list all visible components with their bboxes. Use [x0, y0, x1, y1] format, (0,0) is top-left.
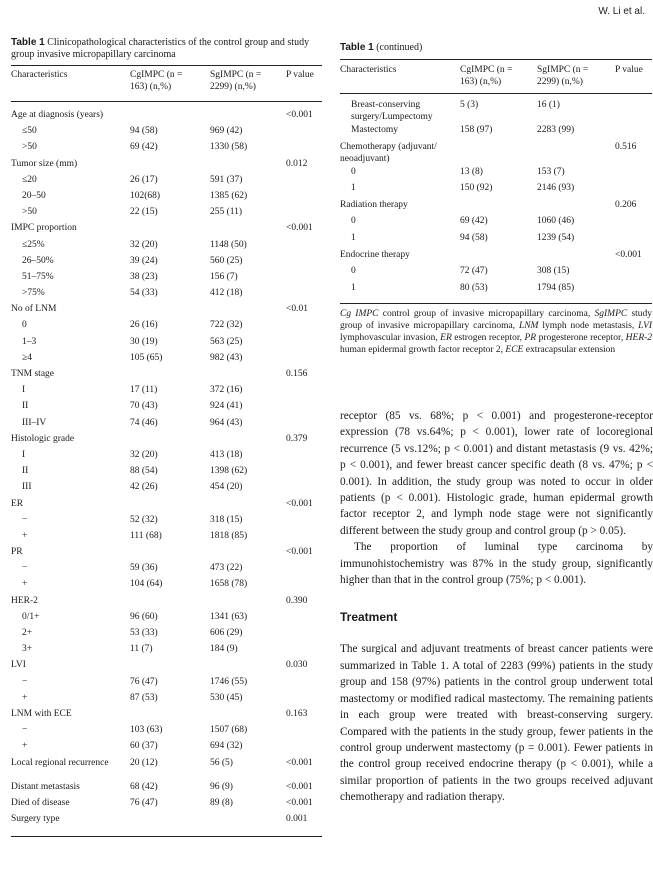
footnote-abbr: SgIMPC [594, 309, 628, 320]
sg-value: 560 (25) [210, 255, 243, 266]
table1-row [11, 222, 322, 238]
p-value: 0.163 [286, 708, 308, 719]
cg-value: 11 (7) [130, 644, 153, 655]
table1-row [11, 368, 322, 384]
table1-row [11, 125, 322, 141]
cg-value: 17 (11) [130, 385, 158, 396]
sg-value: 2146 (93) [537, 183, 575, 194]
cg-value: 60 (37) [130, 741, 158, 752]
table1-row [11, 465, 322, 481]
cg-value: 39 (24) [130, 255, 158, 266]
p-value: <0.001 [286, 797, 313, 808]
p-value: 0.379 [286, 433, 308, 444]
row-label: 1 [351, 183, 356, 194]
row-label: − [22, 676, 28, 687]
table1-row [11, 643, 322, 659]
row-label: Mastectomy [351, 125, 398, 135]
footnote-abbr: Cg IMPC [340, 309, 379, 320]
sg-value: 1330 (58) [210, 142, 248, 153]
row-label: 1 [351, 282, 356, 293]
table1-row [11, 530, 322, 546]
table1-row [11, 781, 322, 797]
table1-cont-row [340, 249, 652, 266]
sg-value: 606 (29) [210, 628, 243, 638]
table1-cont-body [340, 99, 652, 298]
cg-value: 96 (60) [130, 611, 158, 622]
sg-value: 1385 (62) [210, 190, 248, 201]
row-label: 0/1+ [22, 611, 40, 622]
table1-row [11, 400, 322, 416]
row-label: − [22, 563, 28, 574]
table1-bottom-rule [11, 836, 322, 837]
row-label: Histologic grade [11, 433, 75, 444]
row-label: Age at diagnosis (years) [11, 110, 104, 120]
row-label: LNM with ECE [11, 708, 72, 719]
row-label: IMPC proportion [11, 223, 77, 234]
cg-value: 88 (54) [130, 466, 158, 477]
sg-value: 969 (42) [210, 126, 243, 137]
footnote-definition: lymph node metastasis, [542, 321, 635, 332]
table1-caption [11, 37, 322, 61]
row-label: III [22, 482, 32, 493]
cg-value: 68 (42) [130, 781, 158, 792]
footnote-definition: estrogen receptor, [454, 333, 523, 344]
table1-cont-row [340, 265, 652, 282]
row-label: 0 [22, 320, 27, 331]
sg-value: 530 (45) [210, 692, 243, 703]
row-label: 0 [351, 216, 356, 227]
table1-row [11, 303, 322, 319]
footnote-definition: human epidermal growth factor receptor 2, [340, 345, 504, 356]
row-label: >50 [22, 142, 37, 153]
p-value: 0.001 [286, 813, 308, 824]
sg-value: 153 (7) [537, 166, 565, 177]
table1-row [11, 174, 322, 190]
p-value: 0.516 [615, 141, 637, 152]
table1-row [11, 611, 322, 627]
row-label: 3+ [22, 644, 33, 655]
cg-value: 158 (97) [460, 125, 493, 135]
sg-value: 982 (43) [210, 352, 243, 363]
table1-row [11, 708, 322, 724]
table1-row [11, 449, 322, 465]
sg-value: 56 (5) [210, 757, 233, 768]
sg-value: 89 (8) [210, 797, 233, 808]
table1-row [11, 813, 322, 829]
sg-value: 1060 (46) [537, 216, 575, 227]
footnote-definition: study group of invasive micropapillary carcinoma, [340, 309, 653, 332]
row-label: No of LNM [11, 304, 57, 315]
row-label: Died of disease [11, 797, 70, 808]
p-value: <0.001 [286, 547, 313, 558]
cg-value: 22 (15) [130, 207, 158, 218]
sg-value: 96 (9) [210, 781, 233, 792]
section-heading-treatment: Treatment [340, 610, 398, 625]
p-value: 0.390 [286, 595, 308, 606]
table1-col-cgimpc: CgIMPC (n = 163) (n,%) [130, 70, 183, 92]
row-label: II [22, 401, 29, 412]
footnote-abbr: LNM [518, 321, 539, 332]
table1-row [11, 319, 322, 335]
table1-row [11, 206, 322, 222]
footnote-abbr: HER-2 [625, 333, 653, 344]
row-label: ≤25% [22, 239, 45, 250]
footnote-abbr: PR [524, 333, 537, 344]
cg-value: 52 (32) [130, 514, 158, 525]
cg-value: 94 (58) [460, 232, 488, 243]
table1-cont-row [340, 182, 652, 199]
table1-row [11, 627, 322, 643]
row-label: Surgery type [11, 813, 60, 824]
table1-cont-row [340, 282, 652, 299]
table1-row [11, 239, 322, 255]
footnote-definition: control group of invasive micropapillary carcinoma, [382, 309, 591, 320]
row-label: I [22, 449, 26, 460]
footnote-definition: lymphovascular invasion, [340, 333, 438, 344]
cg-value: 13 (8) [460, 166, 483, 177]
row-label: Breast-conserving surgery/Lumpectomy [351, 100, 433, 122]
table1-row [11, 433, 322, 449]
p-value: <0.01 [286, 304, 308, 315]
table1-row [11, 757, 322, 781]
sg-value: 318 (15) [210, 514, 243, 525]
sg-value: 694 (32) [210, 741, 243, 752]
table1-row [11, 384, 322, 400]
table1-row [11, 498, 322, 514]
table1-row [11, 659, 322, 675]
row-label: >75% [22, 288, 45, 299]
p-value: 0.206 [615, 199, 637, 210]
row-label: + [22, 530, 28, 541]
row-label: ≤50 [22, 126, 37, 137]
footnote-abbr: ER [440, 333, 452, 344]
cg-value: 38 (23) [130, 271, 158, 282]
cg-value: 69 (42) [460, 216, 488, 227]
sg-value: 722 (32) [210, 320, 243, 331]
table1-cont-col-sgimpc: SgIMPC (n = 2299) (n,%) [537, 65, 589, 87]
table1-cont-row [340, 232, 652, 249]
article-body [340, 408, 653, 806]
sg-value: 1794 (85) [537, 282, 575, 293]
table1-row [11, 514, 322, 530]
row-label: 1 [351, 232, 356, 243]
table1-header-rule [11, 101, 322, 102]
table1-cont-col-characteristics: Characteristics [340, 65, 397, 75]
cg-value: 20 (12) [130, 757, 158, 768]
p-value: <0.001 [286, 757, 313, 768]
sg-value: 591 (37) [210, 174, 243, 185]
table1-label: Table 1 [11, 37, 45, 48]
sg-value: 413 (18) [210, 449, 243, 460]
row-label: Chemotherapy (adjuvant/ neoadjuvant) [340, 141, 437, 164]
table1-row [11, 158, 322, 174]
row-label: TNM stage [11, 369, 55, 379]
table1-col-pvalue: P value [286, 70, 314, 80]
cg-value: 32 (20) [130, 449, 158, 460]
sg-value: 454 (20) [210, 482, 243, 493]
cg-value: 5 (3) [460, 100, 479, 110]
footnote-abbr: ECE [505, 345, 524, 356]
row-label: Endocrine therapy [340, 249, 410, 260]
row-label: 20–50 [22, 190, 46, 201]
table1 [11, 37, 322, 837]
sg-value: 1239 (54) [537, 232, 575, 243]
row-label: LVI [11, 660, 26, 671]
row-label: + [22, 692, 28, 703]
table1-row [11, 546, 322, 562]
table1-row [11, 692, 322, 708]
table1-cont-row [340, 166, 652, 183]
footnote-abbr: LVI [638, 321, 653, 332]
cg-value: 72 (47) [460, 266, 488, 277]
sg-value: 2283 (99) [537, 125, 575, 135]
sg-value: 1818 (85) [210, 530, 248, 541]
row-label: + [22, 741, 28, 752]
table1-cont-label: Table 1 [340, 42, 374, 53]
cg-value: 103 (63) [130, 725, 163, 736]
row-label: Radiation therapy [340, 199, 408, 210]
cg-value: 26 (16) [130, 320, 158, 331]
cg-value: 76 (47) [130, 797, 158, 808]
sg-value: 184 (9) [210, 644, 238, 655]
sg-value: 412 (18) [210, 288, 243, 299]
row-label: 0 [351, 166, 356, 177]
sg-value: 1148 (50) [210, 239, 247, 250]
cg-value: 111 (68) [130, 530, 162, 541]
sg-value: 1746 (55) [210, 676, 248, 687]
table1-col-sgimpc: SgIMPC (n = 2299) (n,%) [210, 70, 262, 92]
table1-row [11, 352, 322, 368]
row-label: PR [11, 547, 23, 558]
sg-value: 563 (25) [210, 336, 243, 347]
table1-cont-col-cgimpc: CgIMPC (n = 163) (n,%) [460, 65, 513, 87]
body-paragraph-3: The surgical and adjuvant treatments of breast cancer patients were summarized in Table 1. A total of 2283 (99%) patients in the study group and 158 (97%) patients in the control group underwent total mastectomy or modified radical mastectomy. The remaining patients in each group were treated with breast-conserving surgery. Compared with the patients in the study group, fewer patients in the control group underwent mastectomy (p = 0.001). Fewer patients in the control group received endocrine therapy (p < 0.001), while a similar proportion of patients in the two groups received adjuvant chemotherapy and radiation therapy. [340, 643, 653, 804]
table1-cont-header [340, 60, 652, 93]
table1-cont-title: (continued) [376, 42, 423, 53]
table1-row [11, 481, 322, 497]
table1-row [11, 797, 322, 813]
sg-value: 1341 (63) [210, 611, 248, 622]
cg-value: 26 (17) [130, 174, 158, 185]
cg-value: 87 (53) [130, 692, 158, 703]
row-label: Distant metastasis [11, 781, 80, 792]
sg-value: 1658 (78) [210, 579, 248, 590]
cg-value: 104 (64) [130, 579, 163, 590]
cg-value: 70 (43) [130, 401, 158, 412]
table1-cont-row [340, 124, 652, 141]
table1-header [11, 66, 322, 101]
footnote-definition: extracapsular extension [525, 345, 616, 356]
sg-value: 924 (41) [210, 401, 243, 412]
cg-value: 150 (92) [460, 183, 493, 194]
row-label: 0 [351, 266, 356, 277]
row-label: 1–3 [22, 336, 37, 347]
sg-value: 255 (11) [210, 207, 243, 218]
cg-value: 74 (46) [130, 417, 158, 428]
sg-value: 372 (16) [210, 385, 243, 396]
table1-row [11, 109, 322, 125]
table1-row [11, 724, 322, 740]
table1-row [11, 255, 322, 271]
table1-col-characteristics: Characteristics [11, 70, 68, 80]
body-paragraph-2: The proportion of luminal type carcinoma by immunohistochemistry was 87% in the study group, significantly higher than that in the control group (75%; p < 0.001). [340, 541, 653, 587]
row-label: ≤20 [22, 174, 37, 185]
footnote-definition: progesterone receptor, [538, 333, 624, 344]
p-value: <0.001 [286, 781, 313, 792]
running-head: W. Li et al. [598, 6, 645, 17]
sg-value: 308 (15) [537, 266, 570, 277]
sg-value: 16 (1) [537, 100, 560, 110]
cg-value: 32 (20) [130, 239, 158, 250]
cg-value: 59 (36) [130, 563, 158, 574]
row-label: 51–75% [22, 271, 54, 282]
table1-title: Clinicopathological characteristics of the control group and study group invasive micropapillary carcinoma [11, 37, 310, 60]
row-label: ≥4 [22, 352, 32, 363]
table1-cont-row [340, 99, 652, 124]
row-label: HER-2 [11, 595, 38, 606]
cg-value: 76 (47) [130, 676, 158, 687]
table1-row [11, 676, 322, 692]
row-label: − [22, 514, 28, 525]
row-label: + [22, 579, 28, 590]
sg-value: 964 (43) [210, 417, 243, 428]
table1-cont-caption [340, 42, 652, 54]
row-label: ER [11, 498, 24, 509]
table1-cont-row [340, 141, 652, 166]
p-value: <0.001 [615, 249, 642, 260]
p-value: <0.001 [286, 223, 313, 234]
row-label: 2+ [22, 628, 33, 638]
table1-row [11, 578, 322, 594]
table1-row [11, 562, 322, 578]
cg-value: 53 (33) [130, 628, 158, 638]
cg-value: 30 (19) [130, 336, 158, 347]
body-paragraph-1: receptor (85 vs. 68%; p < 0.001) and progesterone-receptor expression (78 vs.64%; p < 0.001), lower rate of locoregional recurrence (5 vs.12%; p < 0.001) and distant metastasis (9 vs. 42%; p < 0.001), and fewer breast cancer specific death (8 vs. 47%; p < 0.001). In addition, the study group was noted to occur in older patients (p < 0.001). Histologic grade, human epidermal growth factor receptor 2, and lymph node stage were not significantly different between the study group and control group (p > 0.05). [340, 410, 653, 537]
cg-value: 80 (53) [460, 282, 488, 293]
table1-cont-row [340, 215, 652, 232]
table1-cont-row [340, 199, 652, 216]
p-value: <0.001 [286, 498, 313, 509]
cg-value: 54 (33) [130, 288, 158, 299]
row-label: Tumor size (mm) [11, 158, 78, 169]
row-label: − [22, 725, 28, 736]
cg-value: 105 (65) [130, 352, 163, 363]
table1-row [11, 271, 322, 287]
cg-value: 94 (58) [130, 126, 158, 137]
table1-row [11, 141, 322, 157]
table1-row [11, 740, 322, 756]
table1-body [11, 109, 322, 829]
table1-footnote [340, 308, 652, 356]
table1-cont-col-pvalue: P value [615, 65, 643, 75]
sg-value: 473 (22) [210, 563, 243, 574]
row-label: 26–50% [22, 255, 54, 266]
table1-row [11, 287, 322, 303]
row-label: Local regional recurrence [11, 757, 109, 768]
cg-value: 69 (42) [130, 142, 158, 153]
sg-value: 156 (7) [210, 271, 238, 282]
table1-row [11, 190, 322, 206]
p-value: 0.156 [286, 369, 308, 379]
cg-value: 42 (26) [130, 482, 158, 493]
p-value: 0.012 [286, 158, 308, 169]
row-label: II [22, 466, 29, 477]
row-label: >50 [22, 207, 37, 218]
row-label: III–IV [22, 417, 47, 428]
table1-row [11, 336, 322, 352]
row-label: I [22, 385, 26, 396]
sg-value: 1398 (62) [210, 466, 248, 477]
sg-value: 1507 (68) [210, 725, 248, 736]
table1-cont-bottom-rule [340, 303, 652, 304]
table1-row [11, 595, 322, 611]
table1-row [11, 417, 322, 433]
table1-cont-header-rule [340, 93, 652, 94]
table1-continued [340, 42, 652, 356]
p-value: <0.001 [286, 110, 313, 120]
cg-value: 102(68) [130, 190, 161, 201]
p-value: 0.030 [286, 660, 308, 671]
